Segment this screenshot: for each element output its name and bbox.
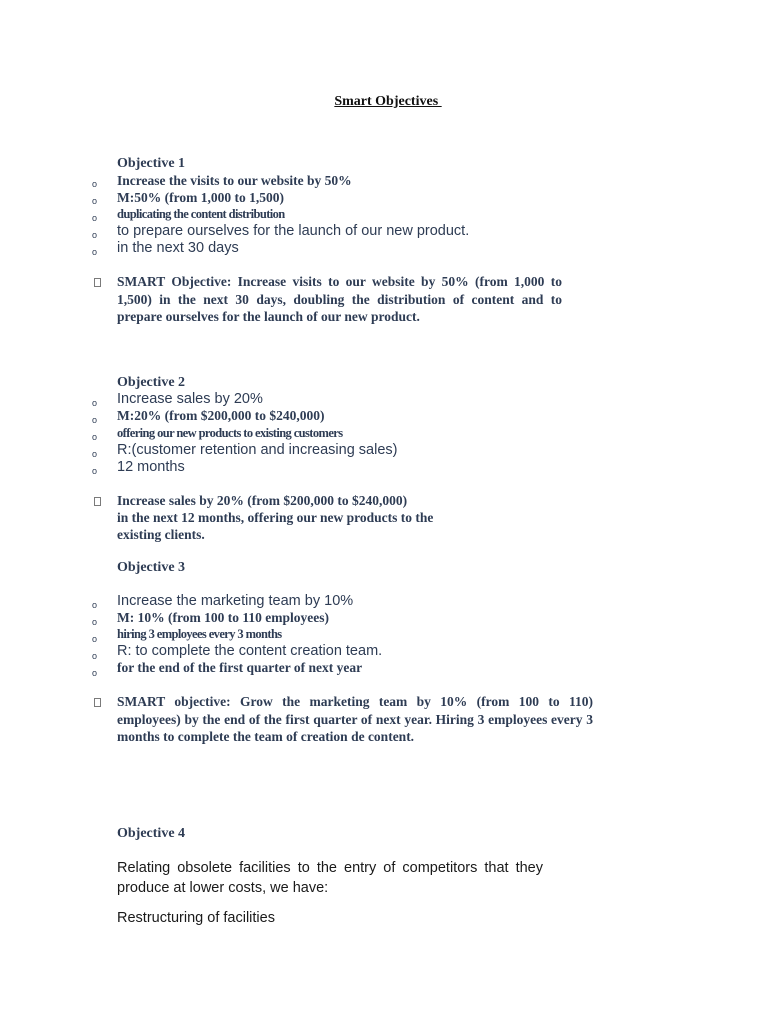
bullet-marker: o [92, 432, 98, 442]
objective-3-bullet-1: Increase the marketing team by 10% [117, 593, 354, 609]
objective-3-bullet-4: R: to complete the content creation team. [117, 643, 383, 659]
objective-3-heading: Objective 3 [117, 560, 186, 575]
objective-2-bullet-4: R:(customer retention and increasing sales) [117, 442, 398, 458]
objective-2-heading: Objective 2 [117, 375, 186, 390]
objective-3-smart-paragraph: SMART objective: Grow the marketing team by 10% (from 100 to 110) employees) by the end of the first quarter of next year. Hiring 3 employees every 3 months to complete the team of creation de content. [117, 694, 593, 744]
bullet-marker: o [92, 230, 98, 240]
checkbox-bullet-icon [94, 698, 101, 707]
bullet-marker: o [92, 466, 98, 476]
objective-2-smart-line-3: existing clients. [117, 527, 205, 542]
objective-2-bullet-3: offering our new products to existing customers [117, 426, 343, 440]
objective-3-bullet-2: M: 10% (from 100 to 110 employees) [117, 610, 329, 625]
objective-2-bullet-5: 12 months [117, 459, 185, 475]
objective-2-smart-line-1: Increase sales by 20% (from $200,000 to $240,000) [117, 493, 408, 508]
bullet-marker: o [92, 600, 98, 610]
objective-1-heading: Objective 1 [117, 156, 186, 171]
page-title: Smart Objectives [334, 94, 442, 109]
objective-1-smart-paragraph: SMART Objective: Increase visits to our website by 50% (from 1,000 to 1,500) in the next 30 days, doubling the distribution of content and to prepare ourselves for the launch of our new product. [117, 274, 562, 324]
bullet-marker: o [92, 213, 98, 223]
bullet-marker: o [92, 634, 98, 644]
objective-4-heading: Objective 4 [117, 826, 186, 841]
objective-2-bullet-1: Increase sales by 20% [117, 391, 263, 407]
objective-1-bullet-4: to prepare ourselves for the launch of our new product. [117, 223, 470, 239]
objective-3-bullet-5: for the end of the first quarter of next year [117, 660, 363, 675]
checkbox-bullet-icon [94, 497, 101, 506]
bullet-marker: o [92, 179, 98, 189]
objective-4-paragraph: Relating obsolete facilities to the entry of competitors that they produce at lower costs, we have: [117, 860, 543, 896]
bullet-marker: o [92, 668, 98, 678]
bullet-marker: o [92, 398, 98, 408]
bullet-marker: o [92, 449, 98, 459]
checkbox-bullet-icon [94, 278, 101, 287]
objective-2-bullet-2: M:20% (from $200,000 to $240,000) [117, 408, 325, 423]
objective-4-line: Restructuring of facilities [117, 910, 275, 926]
bullet-marker: o [92, 651, 98, 661]
bullet-marker: o [92, 415, 98, 425]
objective-3-bullet-3: hiring 3 employees every 3 months [117, 627, 282, 641]
bullet-marker: o [92, 196, 98, 206]
objective-1-bullet-2: M:50% (from 1,000 to 1,500) [117, 190, 284, 205]
bullet-marker: o [92, 617, 98, 627]
objective-1-bullet-1: Increase the visits to our website by 50% [117, 173, 352, 188]
objective-1-bullet-5: in the next 30 days [117, 240, 239, 256]
bullet-marker: o [92, 247, 98, 257]
objective-1-bullet-3: duplicating the content distribution [117, 207, 285, 221]
objective-2-smart-line-2: in the next 12 months, offering our new products to the [117, 510, 434, 525]
